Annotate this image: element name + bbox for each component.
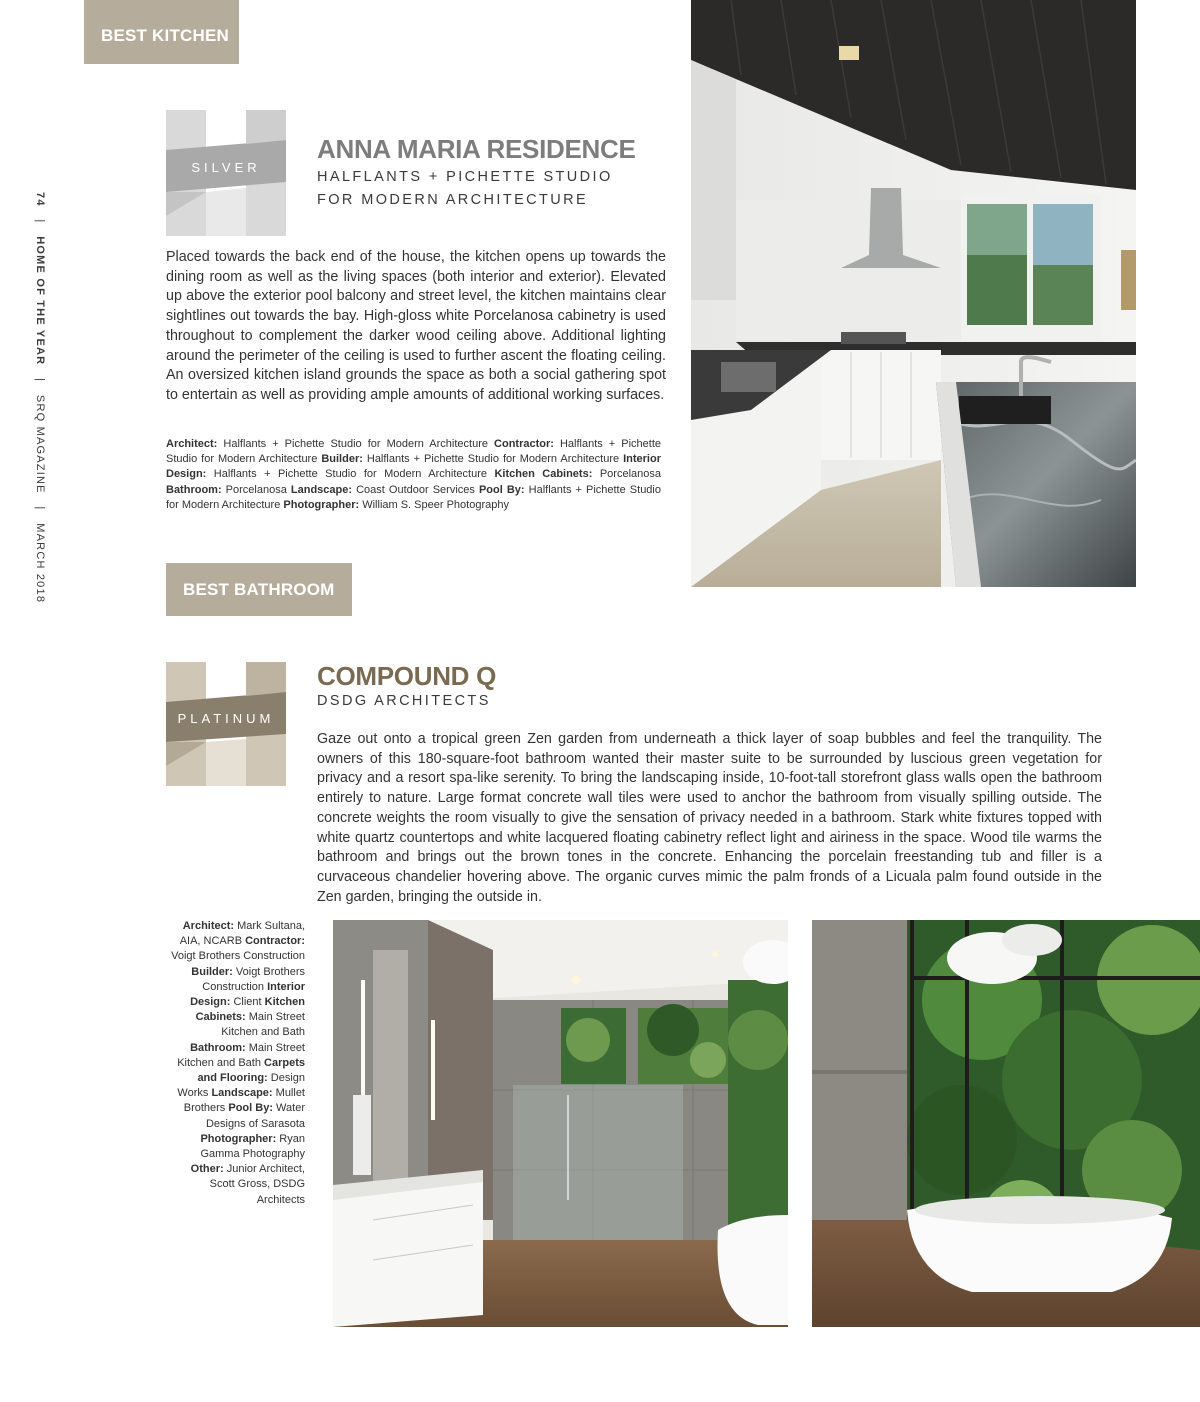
credit-value: Junior Architect, Scott Gross, DSDG Architects [209,1163,305,1206]
credit-value: Mark Sultana, AIA, NCARB [179,920,305,948]
page-number: 74 [34,192,46,207]
credit-label: Contractor: [494,438,554,450]
credit-value: William S. Speer Photography [359,498,509,511]
credit-value: Water Designs of Sarasota [205,1102,305,1130]
bathroom-credits [168,919,305,1208]
credit-value: Main Street Kitchen and Bath [177,1041,305,1069]
credit-label: Builder: [321,453,363,466]
credit-label: Pool By: [228,1102,273,1115]
credit-label: Interior Design: [166,453,661,481]
kitchen-title: ANNA MARIA RESIDENCE [317,134,636,164]
bathroom-subtitle: DSDG ARCHITECTS [317,693,491,709]
credit-label: Other: [190,1163,224,1176]
credit-label: Builder: [191,965,233,978]
kitchen-description: Placed towards the back end of the house, the kitchen opens up towards the dining room as well as the living spaces (both interior and exterior). Elevated up above the exterior pool balcony and street level, the kitchen maintains clear sightlines out towards the bay. High-gloss white Porcelanosa cabinetry is used throughout to complement the darker wood ceiling above. Additional lighting around the perimeter of the ceiling is used to further ascent the floating ceiling. An oversized kitchen island grounds the space as both a social gathering spot to entertain as well as providing ample amounts of additional working surfaces. [166,249,666,403]
credit-value: Coast Outdoor Services [352,483,479,496]
credit-label: Contractor: [245,935,305,948]
award-level: PLATINUM [177,711,275,726]
credit-label: Kitchen Cabinets: [494,468,593,481]
bathroom-photo-vanity [333,920,788,1327]
bathroom-description: Gaze out onto a tropical green Zen garden from underneath a thick layer of soap bubbles and feel the tranquility. The owners of this 180-square-foot bathroom wanted their master suite to be surrounded by luscious green vegetation for privacy and a resort spa-like serenity. To bring the landscaping inside, 10-foot-tall storefront glass walls open the bathroom entirely to nature. Large format concrete wall tiles were used to anchor the bathroom from visually spilling outside. The concrete weights the room visually to give the sensation of privacy needed in a bathroom. Stark white fixtures topped with white quartz countertops and white lacquered floating cabinetry reflect light and airiness in the space. Wood tile warms the bathroom and brings out the brown tones in the concrete. Enhancing the porcelain freestanding tub and filler is a curvaceous chandelier hovering above. The organic curves mimic the palm fronds of a Licuala palm found outside in the Zen garden, bringing the outside in. [317,731,1102,905]
credit-value: Voigt Brothers Construction [202,965,305,993]
credit-label: Architect: [182,920,235,932]
platinum-award-logo [166,662,286,786]
credit-label: Pool By: [478,483,525,496]
kitchen-subtitle-2: FOR MODERN ARCHITECTURE [317,192,589,208]
magazine-name: SRQ MAGAZINE [34,394,46,494]
credit-label: Landscape: [211,1087,273,1100]
credit-value: Halflants + Pichette Studio for Modern Architecture [217,438,495,450]
credit-label: Interior Design: [190,980,305,1009]
credit-label: Bathroom: [166,483,222,496]
category-tag-kitchen [84,0,239,64]
credit-label: Bathroom: [190,1041,246,1054]
credit-label: Architect: [166,438,218,450]
category-label: BEST KITCHEN [101,26,230,45]
kitchen-credits [166,437,661,513]
credit-value: Halflants + Pichette Studio for Modern Architecture [166,438,662,466]
credit-label: Carpets and Flooring: [197,1056,305,1085]
credit-value: Halflants + Pichette Studio for Modern Architecture [206,468,495,481]
bathroom-title: COMPOUND Q [317,661,497,691]
credit-value: Porcelanosa [592,468,661,481]
credit-value: Porcelanosa [221,483,291,496]
category-label: BEST BATHROOM [183,579,335,599]
kitchen-subtitle-1: HALFLANTS + PICHETTE STUDIO [317,169,613,185]
credit-value: Halflants + Pichette Studio for Modern Architecture [362,453,624,466]
credit-value: Ryan Gamma Photography [200,1132,305,1161]
bathroom-photo-tub [812,920,1200,1327]
credit-value: Design Works [177,1072,305,1100]
credit-value: Halflants + Pichette Studio for Modern Architecture [166,483,661,511]
silver-award-logo [166,110,286,236]
credit-label: Photographer: [200,1132,277,1145]
kitchen-photo [691,0,1136,587]
credit-value: Main Street Kitchen and Bath [221,1011,305,1039]
section-name: HOME OF THE YEAR [34,236,46,366]
credit-value: Voigt Brothers Construction [171,950,305,963]
side-running-head: 74 | HOME OF THE YEAR | SRQ MAGAZINE | MARCH 2018 [34,192,46,604]
credit-label: Photographer: [283,498,360,511]
issue-date: MARCH 2018 [34,523,46,604]
credit-label: Landscape: [290,483,353,496]
credit-label: Kitchen Cabinets: [195,996,305,1024]
credit-value: Mullet Brothers [183,1087,305,1115]
award-level: SILVER [191,160,261,175]
credit-value: Client [230,996,265,1009]
category-tag-bathroom [166,563,352,616]
